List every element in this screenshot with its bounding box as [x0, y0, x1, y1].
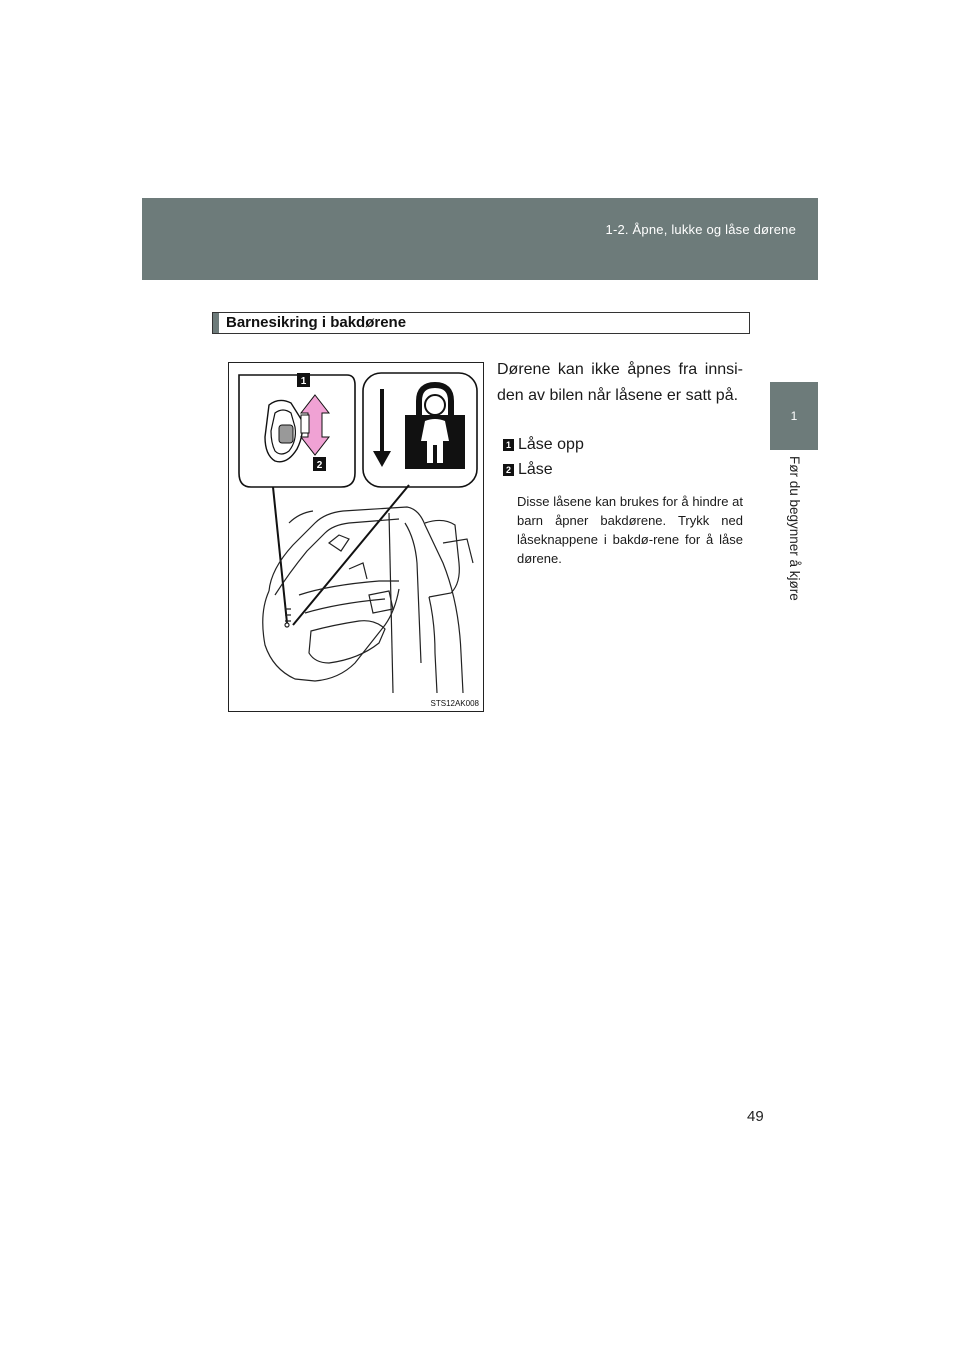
- item-label: Låse opp: [518, 436, 584, 453]
- page-number: 49: [747, 1108, 764, 1125]
- chapter-side-label-wrap: [770, 456, 818, 626]
- chapter-header: [142, 198, 818, 280]
- chapter-side-label: Før du begynner å kjøre: [787, 456, 802, 601]
- chapter-tab: [770, 382, 818, 450]
- badge-1-label: 1: [300, 376, 307, 387]
- item-label: Låse: [518, 461, 553, 478]
- chapter-tab-number: 1: [790, 409, 798, 423]
- figure-code: STS12AK008: [430, 699, 479, 708]
- child-lock-illustration: [228, 362, 484, 712]
- section-heading: [212, 312, 750, 334]
- item-number-badge: 1: [503, 439, 514, 451]
- list-item-lock: [503, 461, 553, 479]
- badge-2-label: 2: [316, 460, 323, 471]
- list-item-unlock: [503, 436, 584, 454]
- section-title: Barnesikring i bakdørene: [226, 314, 407, 331]
- item-number-badge: 2: [503, 464, 514, 476]
- chapter-title: 1-2. Åpne, lukke og låse dørene: [605, 222, 796, 237]
- intro-paragraph: Dørene kan ikke åpnes fra innsi-den av bilen når låsene er satt på.: [497, 361, 743, 404]
- illustration-svg: [229, 363, 483, 711]
- note-paragraph: Disse låsene kan brukes for å hindre at barn åpner bakdørene. Trykk ned låseknappene i bakdø-rene for å låse dørene.: [517, 494, 743, 566]
- section-heading-bar: [213, 313, 219, 333]
